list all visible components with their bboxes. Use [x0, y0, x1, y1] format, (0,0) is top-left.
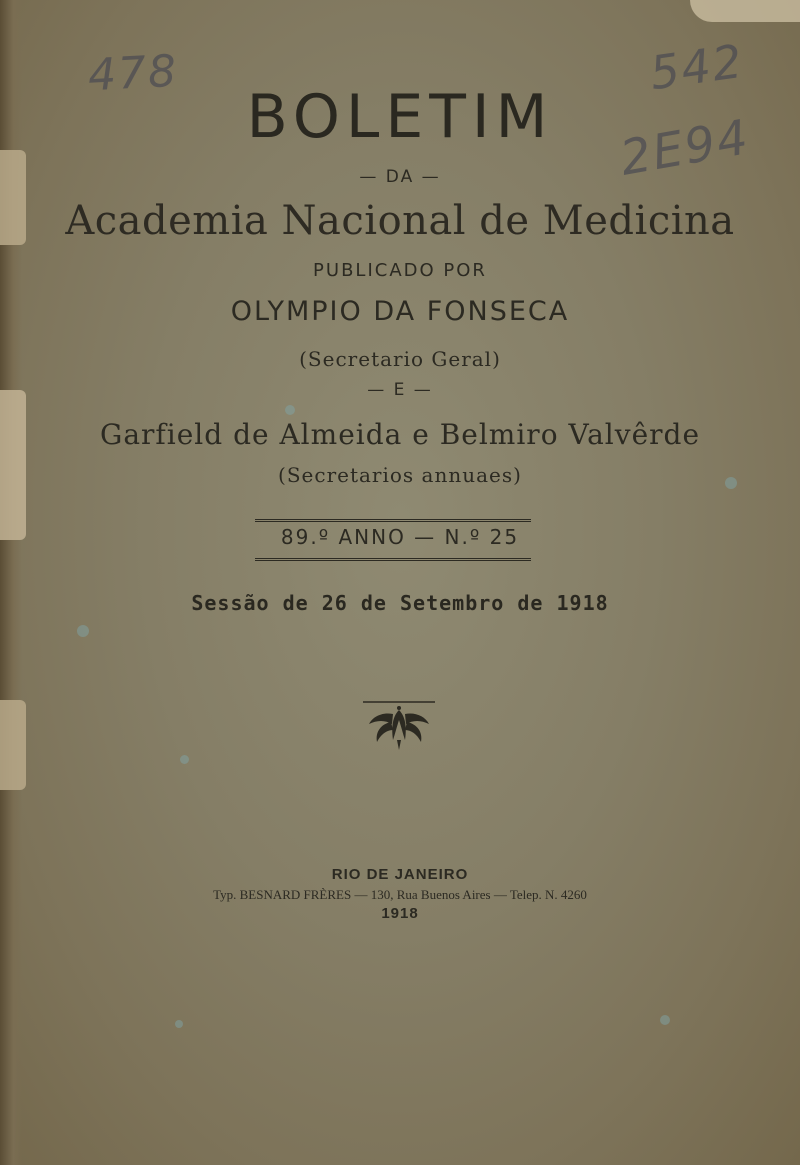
publication-year: 1918 [381, 905, 419, 922]
editor-role: (Secretario Geral) [299, 347, 501, 371]
pencil-mark-catalog-number: 478 [86, 45, 180, 102]
co-editor-role: (Secretarios annuaes) [278, 463, 522, 487]
journal-title: BOLETIM [246, 82, 554, 152]
published-by-label: PUBLICADO POR [313, 260, 487, 281]
torn-edge [0, 700, 26, 790]
academy-name: Academia Nacional de Medicina [65, 198, 735, 244]
publication-city: RIO DE JANEIRO [331, 866, 469, 883]
pencil-mark-shelf-number: 542 [646, 33, 748, 101]
paper-stain [175, 1020, 183, 1028]
title-connector: — DA — [359, 167, 441, 187]
paper-stain [660, 1015, 670, 1025]
editor-name: OLYMPIO DA FONSECA [230, 296, 570, 327]
session-date: Sessão de 26 de Setembro de 1918 [191, 591, 609, 615]
fleuron-ornament-icon [363, 700, 435, 752]
paper-stain [285, 405, 295, 415]
paper-stain [180, 755, 189, 764]
co-editor-names: Garfield de Almeida e Belmiro Valvêrde [99, 418, 701, 451]
issue-number: 89.º ANNO — N.º 25 [280, 525, 520, 549]
paper-stain [77, 625, 89, 637]
worn-corner [690, 0, 800, 22]
conjunction: — E — [367, 380, 433, 400]
pencil-mark-shelf-code: 2E94 [616, 109, 754, 187]
printer-imprint: Typ. BESNARD FRÈRES — 130, Rua Buenos Aires — Telep. N. 4260 [213, 887, 587, 902]
